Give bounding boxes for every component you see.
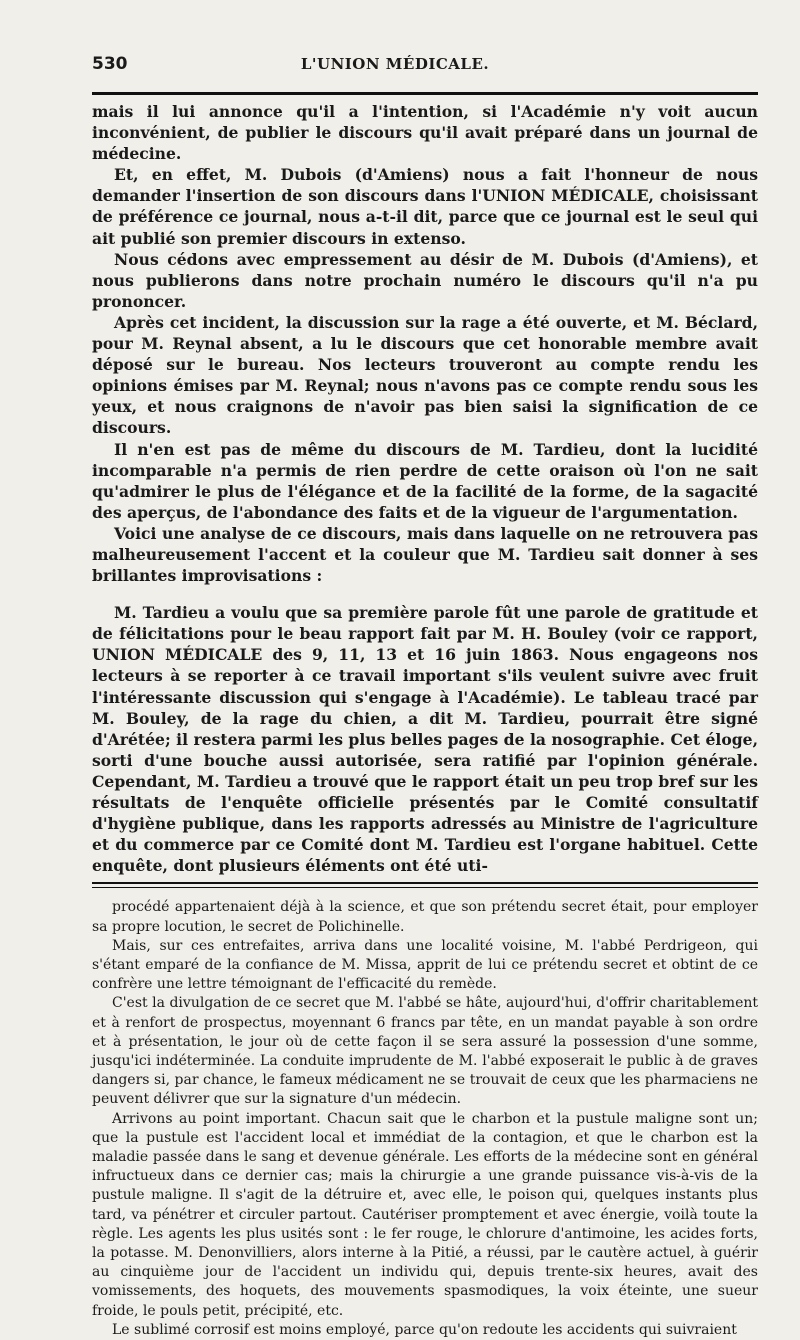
- header-rule: [92, 92, 758, 95]
- paragraph: Il n'en est pas de même du discours de M. Tardieu, dont la lucidité incomparable n'a permis de rien perdre de cette oraison où l'on ne sait qu'admirer le plus de l'élégance et de la facilité de la forme, de la sagacité des aperçus, de l'abondance des faits et de la vigueur de l'argumentation.: [92, 439, 758, 522]
- paragraph-spacer: [92, 586, 758, 602]
- paragraph: mais il lui annonce qu'il a l'intention, si l'Académie n'y voit aucun inconvénient, de publier le discours qu'il avait préparé dans un journal de médecine.: [92, 102, 758, 164]
- paragraph: Le sublimé corrosif est moins employé, parce qu'on redoute les accidents qui suivraient: [112, 1321, 737, 1338]
- page-header: [92, 54, 758, 90]
- paragraph: procédé appartenaient déjà à la science, et que son prétendu secret était, pour employer sa propre locution, le secret de Polichinelle.: [92, 899, 758, 935]
- main-column: [92, 101, 758, 876]
- feuilleton-column: [92, 898, 758, 1340]
- paragraph: M. Tardieu a voulu que sa première parole fût une parole de gratitude et de félicitations pour le beau rapport fait par M. H. Bouley (voir ce rapport, UNION MÉDICALE des 9, 11, 13 et 16 juin 1863. Nous engageons nos lecteurs à se reporter à ce travail important s'ils veulent suivre avec fruit l'intéressante discussion qui s'engage à l'Académie). Le tableau tracé par M. Bouley, de la rage du chien, a dit M. Tardieu, pourrait être signé d'Arétée; il restera parmi les plus belles pages de la nosographie. Cet éloge, sorti d'une bouche aussi autorisée, sera ratifié par l'opinion générale. Cependant, M. Tardieu a trouvé que le rapport était un peu trop bref sur les résultats de l'enquête officielle présentés par le Comité consultatif d'hygiène publique, dans les rapports adressés au Ministre de l'agriculture et du commerce par ce Comité dont M. Tardieu est l'organe habituel. Cette enquête, dont plusieurs éléments ont été uti-: [92, 603, 758, 876]
- feuilleton-divider: [92, 882, 758, 888]
- paragraph: Voici une analyse de ce discours, mais dans laquelle on ne retrouvera pas malheureusement l'accent et la couleur que M. Tardieu sait donner à ses brillantes improvisations :: [92, 523, 758, 586]
- paragraph: Après cet incident, la discussion sur la rage a été ouverte, et M. Béclard, pour M. Reynal absent, a lu le discours que cet honorable membre avait déposé sur le bureau. Nos lecteurs trouveront au compte rendu les opinions émises par M. Reynal; nous n'avons pas ce compte rendu sous les yeux, et nous craignons de n'avoir pas bien saisi la signification de ce discours.: [92, 312, 758, 438]
- page-number: 530: [92, 54, 128, 74]
- paragraph: Et, en effet, M. Dubois (d'Amiens) nous a fait l'honneur de nous demander l'insertion de son discours dans l'UNION MÉDICALE, choisissant de préférence ce journal, nous a-t-il dit, parce que ce journal est le seul qui ait publié son premier discours in extenso.: [92, 165, 758, 248]
- paragraph: Arrivons au point important. Chacun sait que le charbon et la pustule maligne sont un; que la pustule est l'accident local et immédiat de la contagion, et que le charbon est la maladie passée dans le sang et devenue générale. Les efforts de la médecine sont en général infructueux dans ce dernier cas; mais la chirurgie a une grande puissance vis-à-vis de la pustule maligne. Il s'agit de la détruire et, avec elle, le poison qui, quelques instants plus tard, va pénétrer et circuler partout. Cautériser promptement et avec énergie, voilà toute la règle. Les agents les plus usités sont : le fer rouge, le chlorure d'antimoine, les acides forts, la potasse. M. Denonvilliers, alors interne à la Pitié, a réussi, par le cautère actuel, à guérir au cinquième jour de l'accident un individu qui, depuis trente-six heures, avait des vomissements, des hoquets, des mouvements spasmodiques, la voix éteinte, une sueur froide, le pouls petit, précipité, etc.: [92, 1110, 758, 1319]
- running-title: L'UNION MÉDICALE.: [300, 55, 490, 73]
- paragraph: Nous cédons avec empressement au désir de M. Dubois (d'Amiens), et nous publierons dans notre prochain numéro le discours qu'il n'a pu prononcer.: [92, 249, 758, 311]
- paragraph: C'est la divulgation de ce secret que M. l'abbé se hâte, aujourd'hui, d'offrir charitablement et à renfort de prospectus, moyennant 6 francs par tête, en un mandat payable à son ordre et à présentation, le jour où de cette façon il se sera assuré la possession d'une somme, jusqu'ici indéterminée. La conduite imprudente de M. l'abbé exposerait le public à de graves dangers si, par chance, le fameux médicament ne se trouvait de ceux que les pharmaciens ne peuvent délivrer que sur la signature d'un médecin.: [92, 995, 758, 1108]
- paragraph: Mais, sur ces entrefaites, arriva dans une localité voisine, M. l'abbé Perdrigeon, qui s'étant emparé de la confiance de M. Missa, apprit de lui ce prétendu secret et obtint de ce confrère une lettre témoignant de l'efficacité du remède.: [92, 937, 758, 993]
